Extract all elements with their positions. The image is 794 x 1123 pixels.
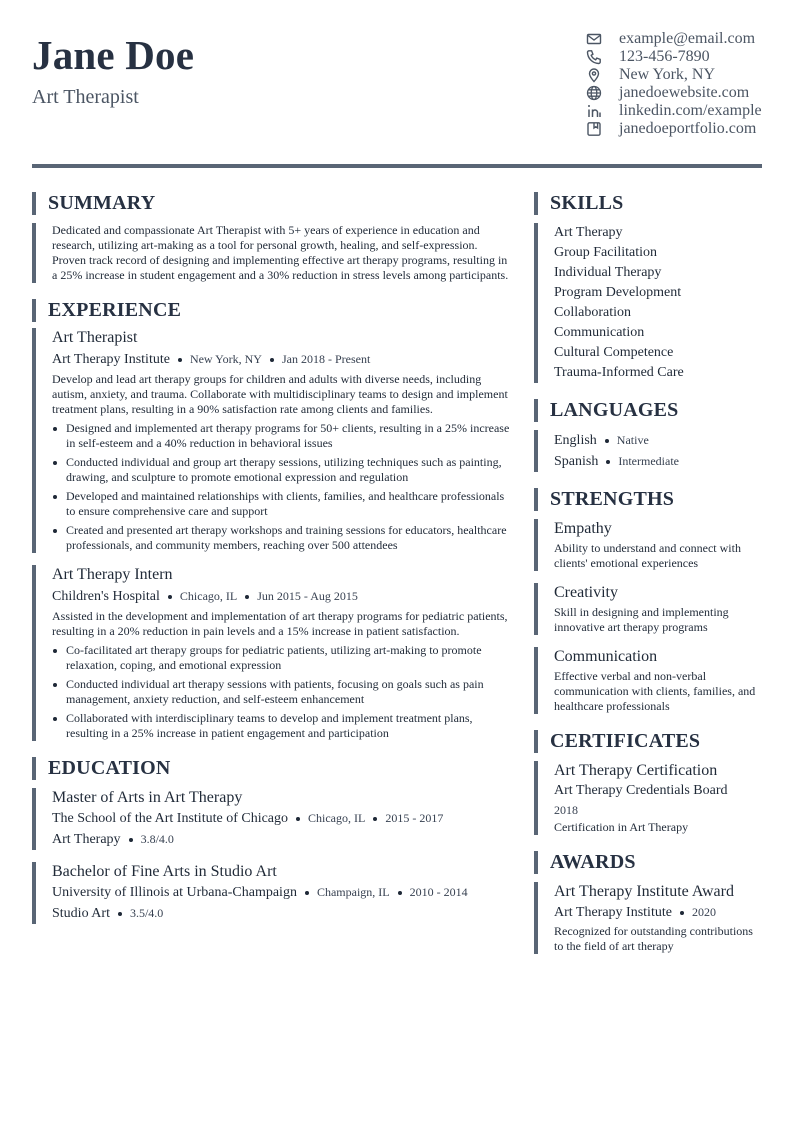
job-description: Assisted in the development and implementation of art therapy programs for pediatric patients, resulting in a 20% reduction in pain levels and a 15% increase in patient satisfaction. bbox=[52, 609, 508, 638]
list-item: Co-facilitated art therapy groups for pediatric patients, utilizing art-making to promote relaxation, coping, and emotional expression bbox=[52, 643, 512, 673]
list-item: Designed and implemented art therapy programs for 50+ clients, resulting in a 25% increase in self-esteem and a 40% reduction in behavioral issues bbox=[52, 421, 512, 451]
separator-dot bbox=[129, 838, 133, 842]
summary-section bbox=[32, 223, 512, 283]
strength-desc: Effective verbal and non-verbal communication with clients, families, and healthcare professionals bbox=[554, 669, 756, 713]
contact-website-text: janedoewebsite.com bbox=[619, 84, 750, 101]
contact-website[interactable] bbox=[586, 84, 762, 102]
list-item: Collaborated with interdisciplinary teams to develop and implement treatment plans, resulting in a 25% increase in patient engagement and participation bbox=[52, 711, 512, 741]
job-bullets bbox=[52, 643, 512, 741]
certificates-heading: CERTIFICATES bbox=[534, 730, 762, 753]
school-name: University of Illinois at Urbana-Champaign bbox=[52, 885, 297, 900]
job-meta bbox=[52, 586, 512, 607]
list-item: Program Development bbox=[554, 285, 682, 300]
list-item: Art Therapy bbox=[554, 225, 623, 240]
award-meta bbox=[554, 902, 762, 923]
job-role: Art Therapist bbox=[52, 329, 138, 346]
education-dates: 2015 - 2017 bbox=[385, 811, 444, 825]
linkedin-icon bbox=[586, 103, 602, 119]
skills-section bbox=[534, 223, 762, 383]
language-level: Native bbox=[616, 433, 649, 447]
job-meta bbox=[52, 349, 512, 370]
list-item: Developed and maintained relationships with clients, families, and healthcare professionals to ensure comprehensive care and support bbox=[52, 489, 512, 519]
education-field bbox=[52, 829, 512, 850]
languages-heading: LANGUAGES bbox=[534, 399, 762, 422]
contact-list bbox=[586, 30, 762, 138]
job-dates: Jan 2018 - Present bbox=[281, 352, 371, 366]
envelope-icon bbox=[586, 31, 602, 47]
contact-phone-text: 123-456-7890 bbox=[619, 48, 710, 65]
language-item bbox=[554, 451, 762, 472]
job-location: New York, NY bbox=[189, 352, 262, 366]
separator-dot bbox=[398, 891, 402, 895]
education-meta bbox=[52, 882, 512, 903]
strength-title: Communication bbox=[554, 648, 658, 665]
contact-linkedin-text: linkedin.com/example bbox=[619, 102, 762, 119]
education-heading: EDUCATION bbox=[32, 757, 512, 780]
strength-item bbox=[534, 647, 762, 714]
contact-portfolio[interactable] bbox=[586, 120, 762, 138]
side-column bbox=[534, 192, 762, 954]
certificate-year: 2018 bbox=[554, 803, 578, 817]
gpa: 3.8/4.0 bbox=[140, 832, 174, 846]
experience-item bbox=[32, 328, 512, 553]
list-item: Communication bbox=[554, 325, 645, 340]
strength-item bbox=[534, 583, 762, 635]
candidate-title: Art Therapist bbox=[32, 86, 139, 108]
list-item: Cultural Competence bbox=[554, 345, 674, 360]
language-name: Spanish bbox=[554, 454, 599, 469]
strength-title: Creativity bbox=[554, 584, 618, 601]
list-item: Individual Therapy bbox=[554, 265, 662, 280]
contact-linkedin[interactable] bbox=[586, 102, 762, 120]
summary-heading: SUMMARY bbox=[32, 192, 512, 215]
list-item: Collaboration bbox=[554, 305, 631, 320]
separator-dot bbox=[373, 817, 377, 821]
main-column bbox=[32, 192, 512, 924]
certificate-item bbox=[534, 761, 762, 835]
contact-email[interactable] bbox=[586, 30, 762, 48]
separator-dot bbox=[680, 911, 684, 915]
strength-item bbox=[534, 519, 762, 571]
globe-icon bbox=[586, 85, 602, 101]
separator-dot bbox=[178, 358, 182, 362]
list-item: Trauma-Informed Care bbox=[554, 365, 684, 380]
certificate-title: Art Therapy Certification bbox=[554, 762, 718, 779]
school-name: The School of the Art Institute of Chicago bbox=[52, 811, 289, 826]
summary-text: Dedicated and compassionate Art Therapist with 5+ years of experience in education and research, utilizing art-making as a tool for personal growth, healing, and self-expression. Proven track record of designing and implementing effective art therapy programs, resulting in a 25% increase in student engagement and a 30% reduction in stress levels among participants. bbox=[52, 223, 509, 282]
separator-dot bbox=[270, 358, 274, 362]
school-location: Chicago, IL bbox=[308, 811, 366, 825]
contact-phone[interactable] bbox=[586, 48, 762, 66]
list-item: Created and presented art therapy workshops and training sessions for educators, healthcare professionals, and community members, reaching over 500 attendees bbox=[52, 523, 512, 553]
portfolio-icon bbox=[586, 121, 602, 137]
list-item: Conducted individual and group art therapy sessions, utilizing techniques such as painting, drawing, and sculpture to promote emotional expression and regulation bbox=[52, 455, 512, 485]
separator-dot bbox=[168, 595, 172, 599]
job-role: Art Therapy Intern bbox=[52, 566, 173, 583]
header-divider bbox=[32, 164, 762, 168]
contact-location-text: New York, NY bbox=[619, 66, 716, 83]
strength-desc: Ability to understand and connect with clients' emotional experiences bbox=[554, 541, 741, 570]
education-dates: 2010 - 2014 bbox=[409, 885, 468, 899]
education-meta bbox=[52, 808, 512, 829]
job-bullets bbox=[52, 421, 512, 553]
job-org: Art Therapy Institute bbox=[52, 352, 170, 367]
education-field bbox=[52, 903, 512, 924]
job-dates: Jun 2015 - Aug 2015 bbox=[257, 589, 358, 603]
list-item: Group Facilitation bbox=[554, 245, 658, 260]
contact-email-text: example@email.com bbox=[619, 30, 756, 47]
school-location: Champaign, IL bbox=[316, 885, 390, 899]
certificate-desc: Certification in Art Therapy bbox=[554, 820, 689, 834]
education-item bbox=[32, 862, 512, 924]
degree-title: Bachelor of Fine Arts in Studio Art bbox=[52, 863, 277, 880]
education-item bbox=[32, 788, 512, 850]
list-item: Conducted individual art therapy sessions with patients, focusing on goals such as pain management, anxiety reduction, and self-esteem enhancement bbox=[52, 677, 512, 707]
contact-portfolio-text: janedoeportfolio.com bbox=[619, 120, 757, 137]
experience-heading: EXPERIENCE bbox=[32, 299, 512, 322]
strength-title: Empathy bbox=[554, 520, 612, 537]
field-name: Studio Art bbox=[52, 906, 110, 921]
job-description: Develop and lead art therapy groups for children and adults with diverse needs, including autism, anxiety, and trauma. Collaborate with multidisciplinary teams to design and implement treatment plans, resulting in a 90% satisfaction rate among clients and families. bbox=[52, 372, 508, 416]
language-level: Intermediate bbox=[618, 454, 679, 468]
job-org: Children's Hospital bbox=[52, 589, 160, 604]
separator-dot bbox=[245, 595, 249, 599]
separator-dot bbox=[305, 891, 309, 895]
phone-icon bbox=[586, 49, 602, 65]
job-location: Chicago, IL bbox=[179, 589, 238, 603]
strength-desc: Skill in designing and implementing innovative art therapy programs bbox=[554, 605, 729, 634]
language-item bbox=[554, 430, 762, 451]
field-name: Art Therapy bbox=[52, 832, 121, 847]
degree-title: Master of Arts in Art Therapy bbox=[52, 789, 243, 806]
candidate-name: Jane Doe bbox=[32, 32, 195, 78]
award-title: Art Therapy Institute Award bbox=[554, 883, 734, 900]
award-desc: Recognized for outstanding contributions to the field of art therapy bbox=[554, 924, 753, 953]
language-name: English bbox=[554, 433, 597, 448]
strengths-heading: STRENGTHS bbox=[534, 488, 762, 511]
separator-dot bbox=[605, 439, 609, 443]
separator-dot bbox=[118, 912, 122, 916]
languages-section bbox=[534, 430, 762, 472]
separator-dot bbox=[606, 460, 610, 464]
experience-item bbox=[32, 565, 512, 741]
awards-heading: AWARDS bbox=[534, 851, 762, 874]
skills-heading: SKILLS bbox=[534, 192, 762, 215]
certificate-issuer: Art Therapy Credentials Board bbox=[554, 783, 728, 798]
separator-dot bbox=[296, 817, 300, 821]
award-year: 2020 bbox=[691, 905, 716, 919]
location-pin-icon bbox=[586, 67, 602, 83]
award-item bbox=[534, 882, 762, 954]
contact-location bbox=[586, 66, 762, 84]
award-issuer: Art Therapy Institute bbox=[554, 905, 672, 920]
resume-header bbox=[32, 30, 762, 145]
gpa: 3.5/4.0 bbox=[129, 906, 164, 920]
